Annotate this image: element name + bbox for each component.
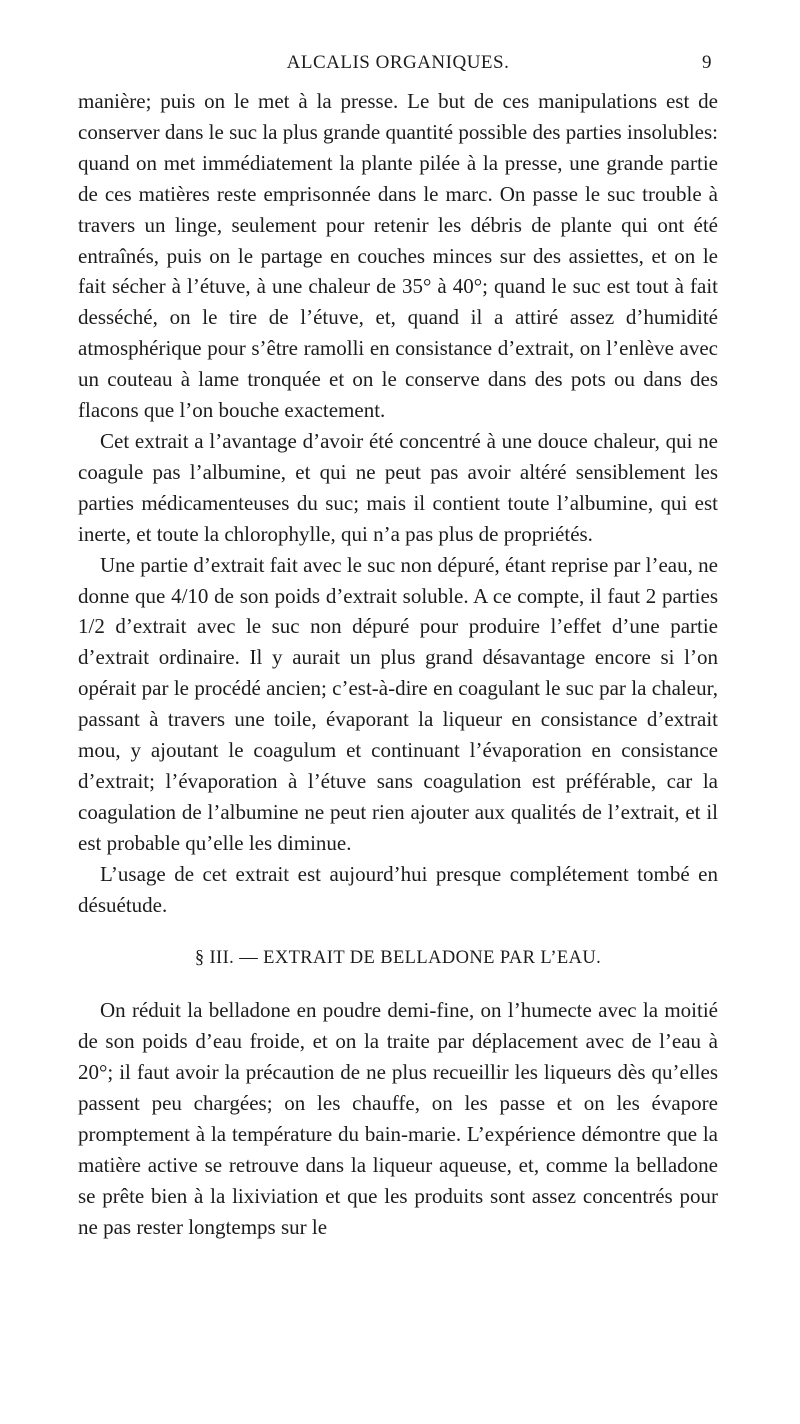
- running-title: ALCALIS ORGANIQUES.: [286, 52, 510, 73]
- running-header: [78, 52, 718, 86]
- paragraph-belladone-method: On réduit la belladone en poudre demi-fine, on l’humecte avec la moitié de son poids d’eau froide, et on la traite par déplacement avec de l’eau à 20°; il faut avoir la précaution de ne plus recueillir les liqueurs dès qu’elles passent peu chargées; on les chauffe, on les passe et on les évapore promptement à la température du bain-marie. L’expérience démontre que la matière active se retrouve dans la liqueur aqueuse, et, comme la belladone se prête bien à la lixiviation et que les produits sont assez concentrés pour ne pas rester longtemps sur le: [78, 998, 718, 1239]
- page-number: 9: [702, 52, 712, 73]
- section-heading: § III. — EXTRAIT DE BELLADONE PAR L’EAU.: [194, 948, 602, 969]
- paragraph-continued: manière; puis on le met à la presse. Le but de ces manipulations est de conserver dans le suc la plus grande quantité possible des parties insolubles: quand on met immédiatement la plante pilée à la presse, une grande partie de ces matières reste emprisonnée dans le marc. On passe le suc trouble à travers un linge, seulement pour retenir les débris de plante qui ont été entraînés, puis on le partage en couches minces sur des assiettes, et on le fait sécher à l’étuve, à une chaleur de 35° à 40°; quand le suc est tout à fait desséché, on le tire de l’étuve, et, quand il a attiré assez d’humidité atmosphérique pour s’être ramolli en consistance d’extrait, on l’enlève avec un couteau à lame tronquée et on le conserve dans des pots ou dans des flacons que l’on bouche exactement.: [78, 89, 718, 423]
- paragraph-extract-ratio: Une partie d’extrait fait avec le suc non dépuré, étant reprise par l’eau, ne donne que 4/10 de son poids d’extrait soluble. A ce compte, il faut 2 parties 1/2 d’extrait avec le suc non dépuré pour produire l’effet d’une partie d’extrait ordinaire. Il y aurait un plus grand désavantage encore si l’on opérait par le procédé ancien; c’est-à-dire en coagulant le suc par la chaleur, passant à travers une toile, évaporant la liqueur en consistance d’extrait mou, y ajoutant le coagulum et continuant l’évaporation en consistance d’extrait; l’évaporation à l’étuve sans coagulation est préférable, car la coagulation de l’albumine ne peut rien ajouter aux qualités de l’extrait, et il est probable qu’elle les diminue.: [78, 552, 718, 855]
- paragraph-usage: L’usage de cet extrait est aujourd’hui presque complétement tombé en désuétude.: [78, 861, 718, 917]
- paragraph-extract-advantage: Cet extrait a l’avantage d’avoir été concentré à une douce chaleur, qui ne coagule pas l’albumine, et qui ne peut pas avoir altéré sensiblement les parties médicamenteuses du suc; mais il contient toute l’albumine, qui est inerte, et toute la chlorophylle, qui n’a pas plus de propriétés.: [78, 428, 718, 546]
- book-page: [78, 52, 718, 1243]
